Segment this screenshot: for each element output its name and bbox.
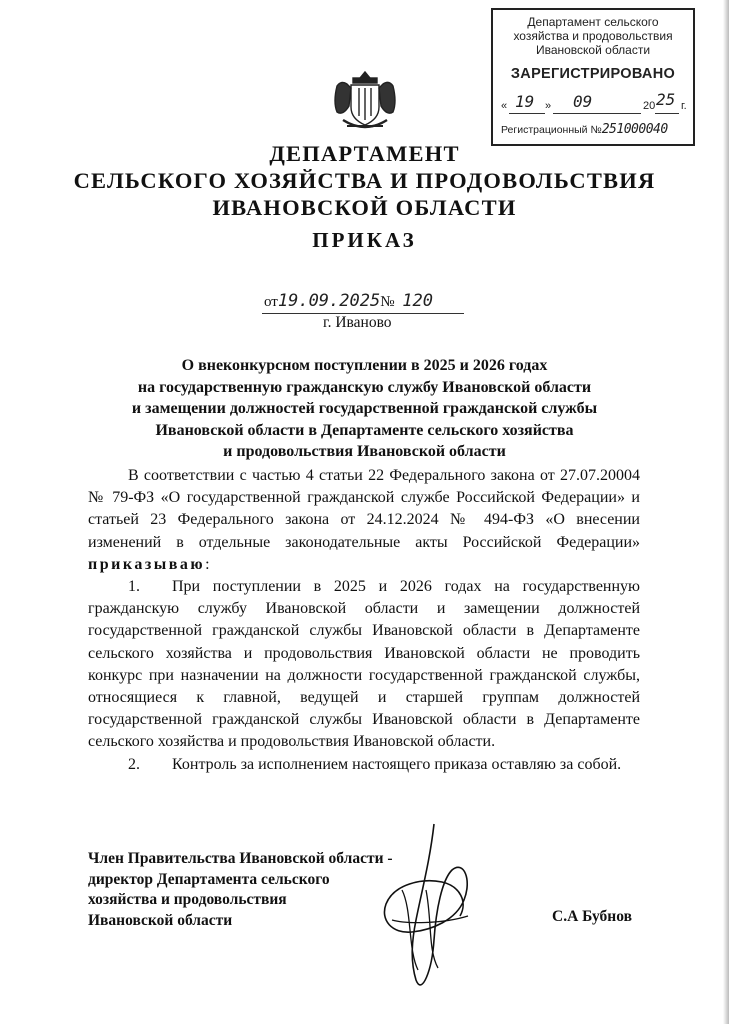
document-type: ПРИКАЗ <box>312 228 417 252</box>
order-number: 120 <box>402 291 433 311</box>
order-city: г. Иваново <box>323 314 392 331</box>
coat-of-arms-icon <box>331 68 399 134</box>
signer-title: Член Правительства Ивановской области - директор Департамента сельского хозяйства и продовольствия Ивановской области <box>88 850 393 929</box>
department-title: ДЕПАРТАМЕНТ СЕЛЬСКОГО ХОЗЯЙСТВА И ПРОДОВОЛЬСТВИЯ ИВАНОВСКОЙ ОБЛАСТИ <box>73 141 656 220</box>
order-item-1: 1. При поступлении в 2025 и 2026 годах на государственную гражданскую службу Ивановской области и замещении должностей государственной гражданской службы Ивановской области в Департаменте сельского хозяйства и продовольствия Ивановской области не проводить конкурс при назначении на должности государственной гражданской службы, относящиеся к главной, ведущей и старшей группам должностей государственной гражданской службы Ивановской области в Департаменте сельского хозяйства и продовольствия Ивановской области. <box>88 578 640 751</box>
order-item-2: 2. Контроль за исполнением настоящего приказа оставляю за собой. <box>128 755 622 773</box>
order-word: приказываю <box>88 555 206 573</box>
stamp-year: 25 <box>656 90 676 109</box>
order-date: 19.09.2025 <box>277 291 381 311</box>
stamp-registered-label: ЗАРЕГИСТРИРОВАНО <box>510 66 676 82</box>
registration-stamp <box>491 8 695 146</box>
stamp-date: « 19 » 09 20 25 г. <box>501 90 687 112</box>
stamp-month: 09 <box>573 92 593 111</box>
stamp-organization: Департамент сельского хозяйства и продовольствия Ивановской области <box>513 15 673 57</box>
stamp-reg-number: Регистрационный №251000040 <box>501 122 668 137</box>
order-subject: О внеконкурсном поступлении в 2025 и 2026 годах на государственную гражданскую службу Ивановской области и замещении должностей государственной гражданской службы Ивановской области в Департаменте сельского хозяйства и продовольствия Ивановской области <box>131 357 598 460</box>
preamble: В соответствии с частью 4 статьи 22 Федерального закона от 27.07.20004 № 79-ФЗ «О государственной гражданской службе Российской Федерации» и статьей 23 Федерального закона от 24.12.2024 № 494-ФЗ «О внесении изменений в отдельные законодательные акты Российской Федерации» приказываю: <box>88 467 640 573</box>
signer-name: С.А Бубнов <box>552 908 632 925</box>
stamp-day: 19 <box>515 92 535 111</box>
order-date-number: от19.09.2025№ 120 <box>264 291 433 311</box>
order-body <box>88 465 640 776</box>
